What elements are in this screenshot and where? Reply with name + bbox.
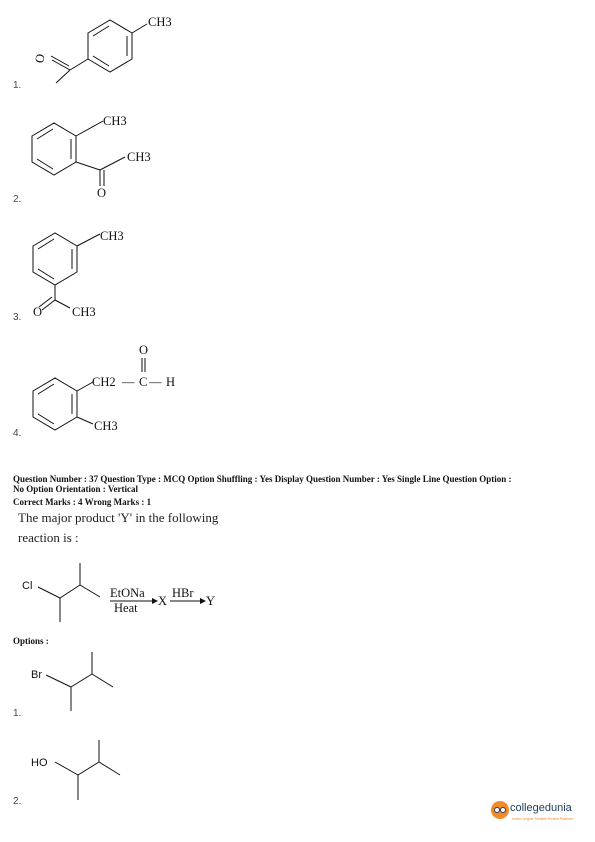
- oxygen-label: O: [97, 186, 107, 200]
- carbon-label: C: [139, 375, 148, 389]
- hydroxy-label: HO: [31, 757, 48, 769]
- hydrogen-label: H: [166, 375, 176, 389]
- oxygen-label: O: [33, 305, 43, 319]
- ch2-label: CH2: [92, 375, 116, 389]
- question-meta-line2: No Option Orientation : Vertical: [13, 484, 138, 494]
- question-meta-line1: Question Number : 37 Question Type : MCQ Option Shuffling : Yes Display Question Number : Yes Single Line Question Option :: [13, 474, 512, 484]
- product-y: Y: [206, 594, 216, 608]
- intermediate-x: X: [158, 594, 168, 608]
- bromo-label: Br: [31, 669, 42, 681]
- option-number: 2.: [13, 194, 22, 205]
- brand-name: collegedunia: [510, 802, 572, 814]
- ch3-label: CH3: [148, 15, 172, 29]
- question-text-line1: The major product 'Y' in the following: [18, 510, 219, 525]
- ch3-bottom-label: CH3: [72, 305, 96, 319]
- question-meta-line3: Correct Marks : 4 Wrong Marks : 1: [13, 497, 152, 507]
- bond-dash-2: —: [149, 375, 162, 389]
- option-number: 1.: [13, 80, 22, 91]
- reagent-heat: Heat: [114, 601, 138, 615]
- ch3-top-label: CH3: [100, 229, 124, 243]
- oxygen-label: O: [32, 52, 48, 65]
- option-number: 3.: [13, 312, 22, 323]
- brand-tagline: India's largest Student Review Platform: [512, 817, 573, 821]
- option-number: 4.: [13, 428, 22, 439]
- options-label: Options :: [13, 636, 49, 646]
- bond-dash-1: —: [122, 375, 135, 389]
- oxygen-label: O: [139, 343, 149, 357]
- reagent-etona: EtONa: [110, 586, 145, 600]
- option-number: 1.: [13, 708, 22, 719]
- chloro-label: Cl: [22, 580, 33, 592]
- ch3-top-label: CH3: [103, 114, 127, 128]
- option-number: 2.: [13, 796, 22, 807]
- ch3-label: CH3: [94, 419, 118, 433]
- question-text-line2: reaction is :: [18, 530, 79, 545]
- ch3-right-label: CH3: [127, 150, 151, 164]
- reagent-hbr: HBr: [172, 586, 194, 600]
